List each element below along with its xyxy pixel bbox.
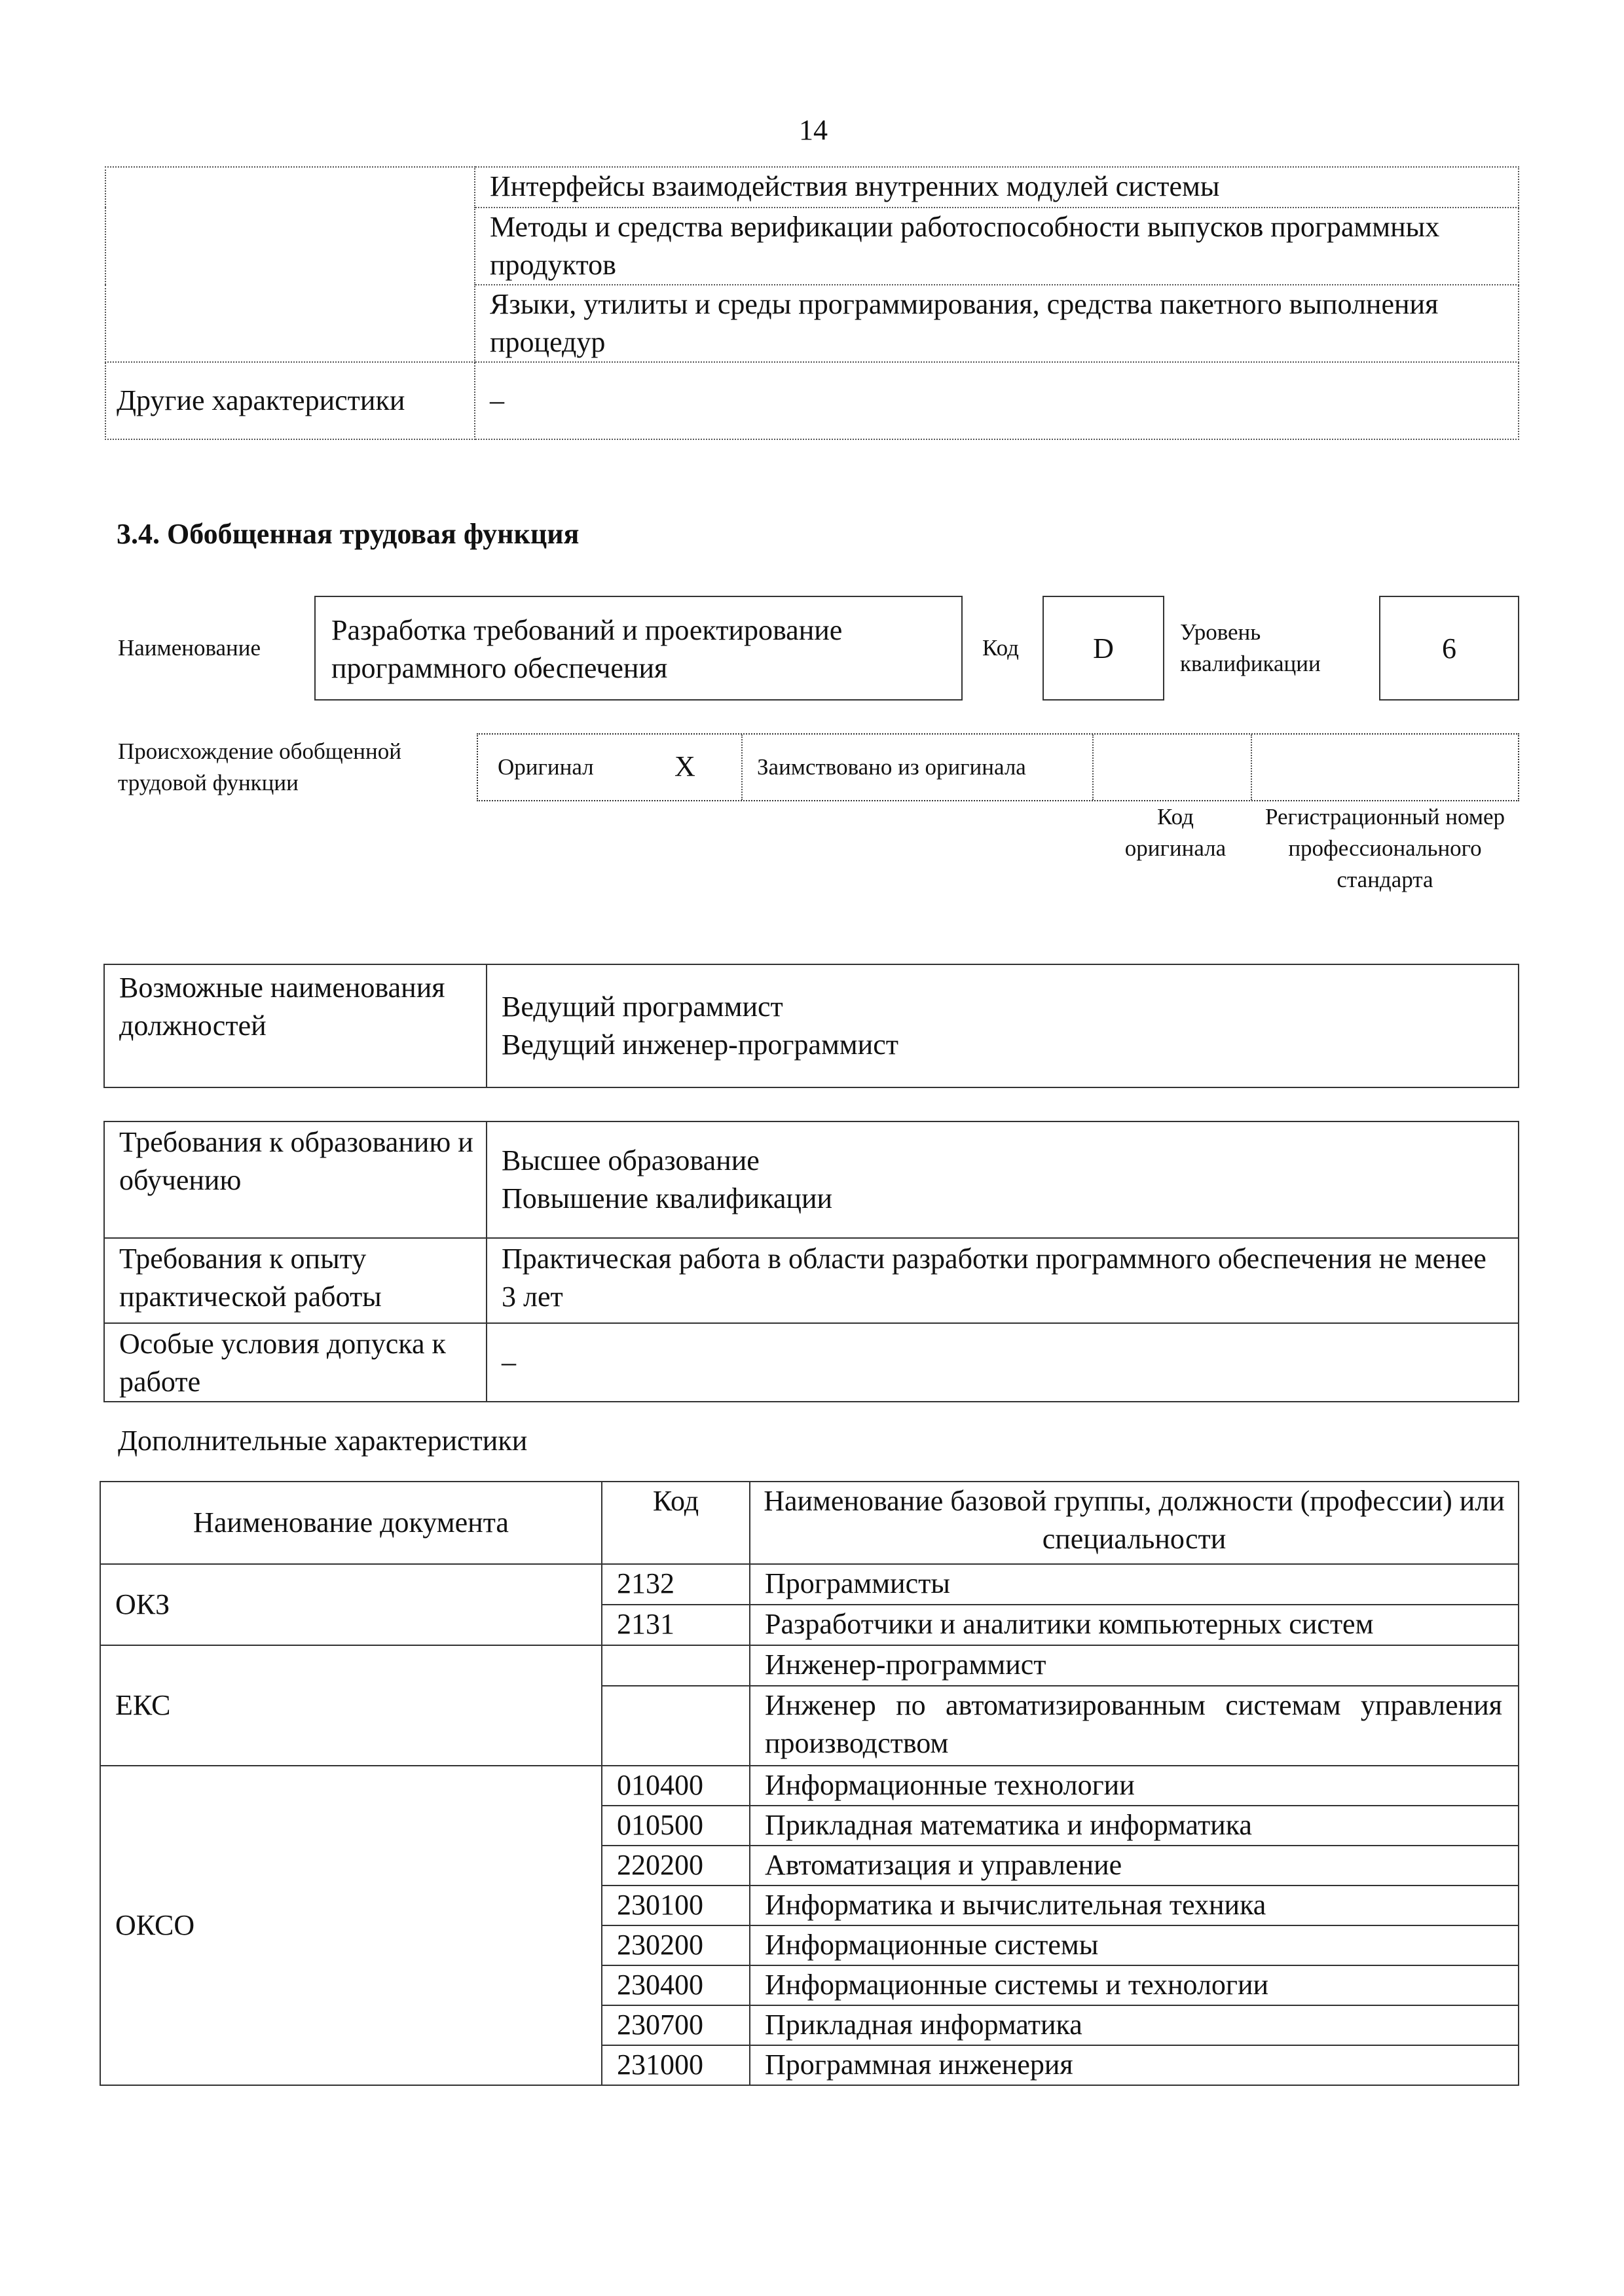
code-value-box (1043, 596, 1164, 701)
name-cell: Автоматизация и управление (750, 1846, 1519, 1886)
divider (1092, 735, 1095, 800)
name-label: Наименование (118, 635, 261, 661)
origin-table (477, 733, 1519, 801)
knowledge-table (105, 166, 1519, 440)
code-cell: 2132 (602, 1564, 750, 1605)
positions-table (103, 964, 1519, 1088)
position-name: Ведущий программист (502, 991, 783, 1023)
doc-okz: ОКЗ (100, 1564, 602, 1645)
level-value-box (1379, 596, 1519, 701)
reg-number-caption: Регистрационный номер профессионального стандарта (1264, 804, 1505, 892)
knowledge-label-cell (105, 167, 475, 362)
code-value: D (1093, 632, 1114, 665)
code-cell: 010400 (602, 1766, 750, 1806)
name-cell: Прикладная математика и информатика (750, 1806, 1519, 1846)
code-cell (602, 1686, 750, 1766)
knowledge-item: Языки, утилиты и среды программирования, средства пакетного выполнения процедур (475, 285, 1519, 362)
name-cell: Информационные технологии (750, 1766, 1519, 1806)
code-cell: 2131 (602, 1605, 750, 1645)
header-document: Наименование документа (100, 1482, 602, 1564)
name-value: Разработка требований и проектирование программного обеспечения (331, 614, 843, 684)
code-cell (602, 1645, 750, 1686)
borrowed-label: Заимствовано из оригинала (757, 754, 1026, 780)
name-cell: Программная инженерия (750, 2045, 1519, 2085)
other-characteristics-value: – (475, 362, 1519, 439)
code-cell: 220200 (602, 1846, 750, 1886)
name-cell: Программисты (750, 1564, 1519, 1605)
doc-okso: ОКСО (100, 1766, 602, 2085)
positions-values (487, 964, 1519, 1087)
origin-label: Происхождение обобщенной трудовой функции (118, 738, 401, 795)
page-number: 14 (799, 114, 828, 146)
name-cell: Разработчики и аналитики компьютерных систем (750, 1605, 1519, 1645)
knowledge-item: Интерфейсы взаимодействия внутренних модулей системы (475, 167, 1519, 208)
name-cell: Прикладная информатика (750, 2005, 1519, 2045)
code-cell: 230200 (602, 1925, 750, 1965)
additional-table (100, 1481, 1519, 2086)
requirements-table (103, 1121, 1519, 1402)
level-value: 6 (1442, 632, 1456, 665)
name-cell: Информационные системы и технологии (750, 1965, 1519, 2005)
name-cell: Инженер по автоматизированным системам управления производством (750, 1686, 1519, 1766)
name-value-box (314, 596, 963, 701)
divider (1251, 735, 1253, 800)
requirement-label: Требования к опыту практической работы (104, 1238, 487, 1323)
code-label: Код (982, 635, 1019, 661)
knowledge-item: Методы и средства верификации работоспособности выпусков программных продуктов (475, 208, 1519, 285)
original-label: Оригинал (498, 754, 594, 780)
position-name: Ведущий инженер-программист (502, 1029, 898, 1061)
level-label: Уровень квалификации (1180, 619, 1321, 676)
header-code: Код (602, 1482, 750, 1564)
doc-eks: ЕКС (100, 1645, 602, 1766)
name-cell: Инженер-программист (750, 1645, 1519, 1686)
code-cell: 231000 (602, 2045, 750, 2085)
requirement-value: Высшее образование Повышение квалификации (487, 1121, 1519, 1238)
divider (741, 735, 744, 800)
code-cell: 230400 (602, 1965, 750, 2005)
code-cell: 010500 (602, 1806, 750, 1846)
original-mark: X (674, 750, 695, 782)
code-cell: 230100 (602, 1886, 750, 1925)
code-cell: 230700 (602, 2005, 750, 2045)
header-name: Наименование базовой группы, должности (профессии) или специальности (750, 1482, 1519, 1564)
requirement-label: Требования к образованию и обучению (104, 1121, 487, 1238)
requirement-value: – (487, 1323, 1519, 1402)
orig-code-caption: Код оригинала (1124, 804, 1227, 861)
positions-label: Возможные наименования должностей (104, 964, 487, 1087)
requirement-label: Особые условия допуска к работе (104, 1323, 487, 1402)
additional-title: Дополнительные характеристики (118, 1425, 528, 1457)
section-heading: 3.4. Обобщенная трудовая функция (117, 518, 580, 550)
requirement-value: Практическая работа в области разработки программного обеспечения не менее 3 лет (487, 1238, 1519, 1323)
name-cell: Информатика и вычислительная техника (750, 1886, 1519, 1925)
name-cell: Информационные системы (750, 1925, 1519, 1965)
other-characteristics-label: Другие характеристики (105, 362, 475, 439)
